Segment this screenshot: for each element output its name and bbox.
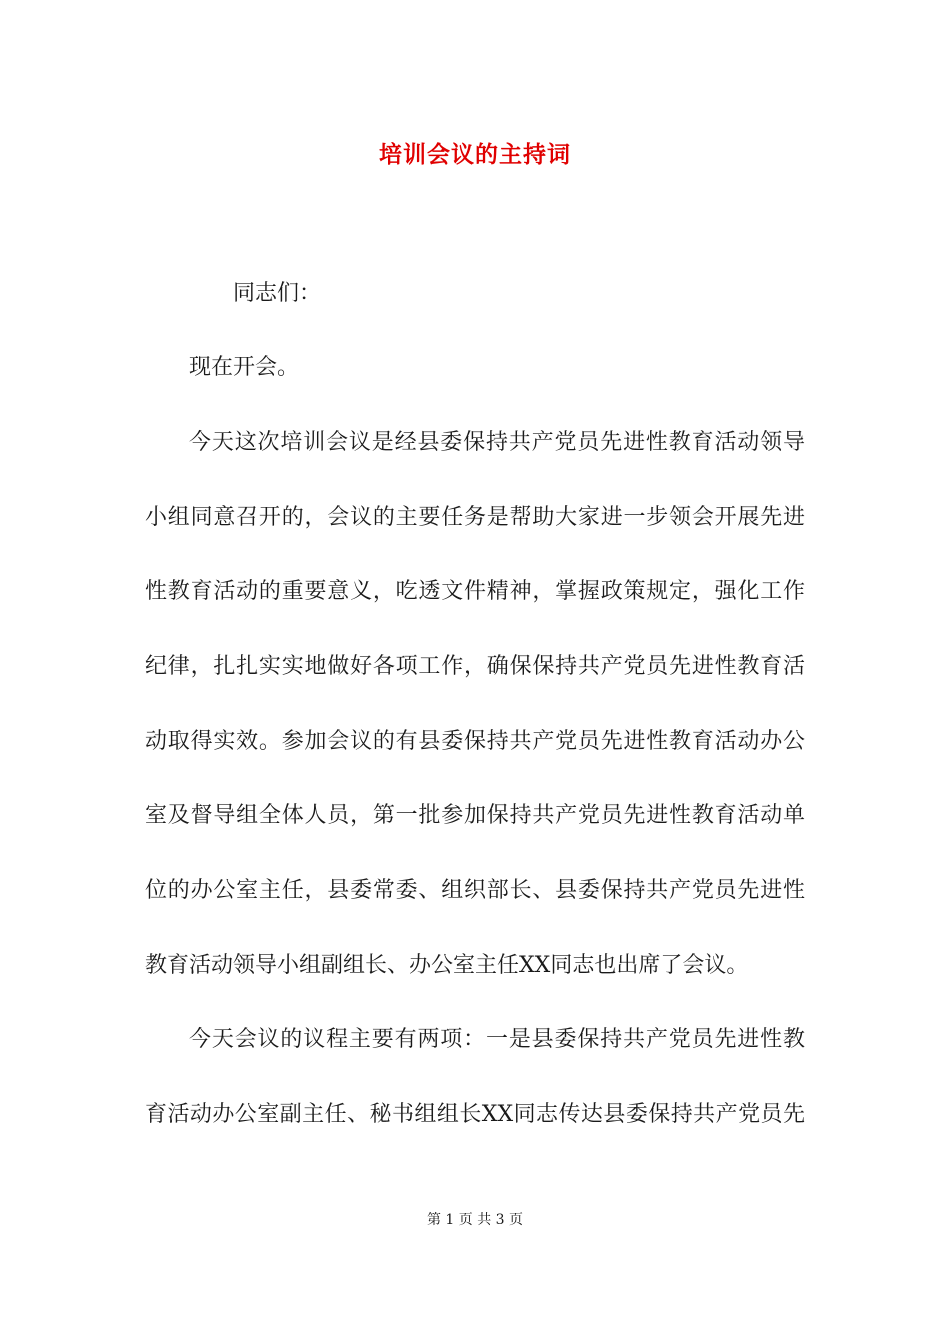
paragraph-1-line: 小组同意召开的，会议的主要任务是帮助大家进一步领会开展先进 xyxy=(145,505,805,530)
paragraph-1-line: 今天这次培训会议是经县委保持共产党员先进性教育活动领导 xyxy=(189,430,805,455)
paragraph-1-line: 位的办公室主任，县委常委、组织部长、县委保持共产党员先进性 xyxy=(145,878,805,903)
document-title: 培训会议的主持词 xyxy=(379,141,571,168)
page-number: 第 1 页 共 3 页 xyxy=(426,1212,524,1228)
paragraph-2-line: 今天会议的议程主要有两项：一是县委保持共产党员先进性教 xyxy=(189,1027,805,1052)
paragraph-1-line: 动取得实效。参加会议的有县委保持共产党员先进性教育活动办公 xyxy=(145,729,805,754)
paragraph-2-line: 育活动办公室副主任、秘书组组长XX同志传达县委保持共产党员先 xyxy=(145,1102,805,1127)
paragraph-1-line: 纪律，扎扎实实地做好各项工作，确保保持共产党员先进性教育活 xyxy=(145,654,805,679)
opening-line: 现在开会。 xyxy=(189,355,300,380)
paragraph-1-line: 室及督导组全体人员，第一批参加保持共产党员先进性教育活动单 xyxy=(145,803,805,828)
salutation: 同志们： xyxy=(233,281,322,306)
paragraph-1-line: 教育活动领导小组副组长、办公室主任XX同志也出席了会议。 xyxy=(145,953,749,978)
paragraph-1-line: 性教育活动的重要意义，吃透文件精神，掌握政策规定，强化工作 xyxy=(145,579,805,604)
